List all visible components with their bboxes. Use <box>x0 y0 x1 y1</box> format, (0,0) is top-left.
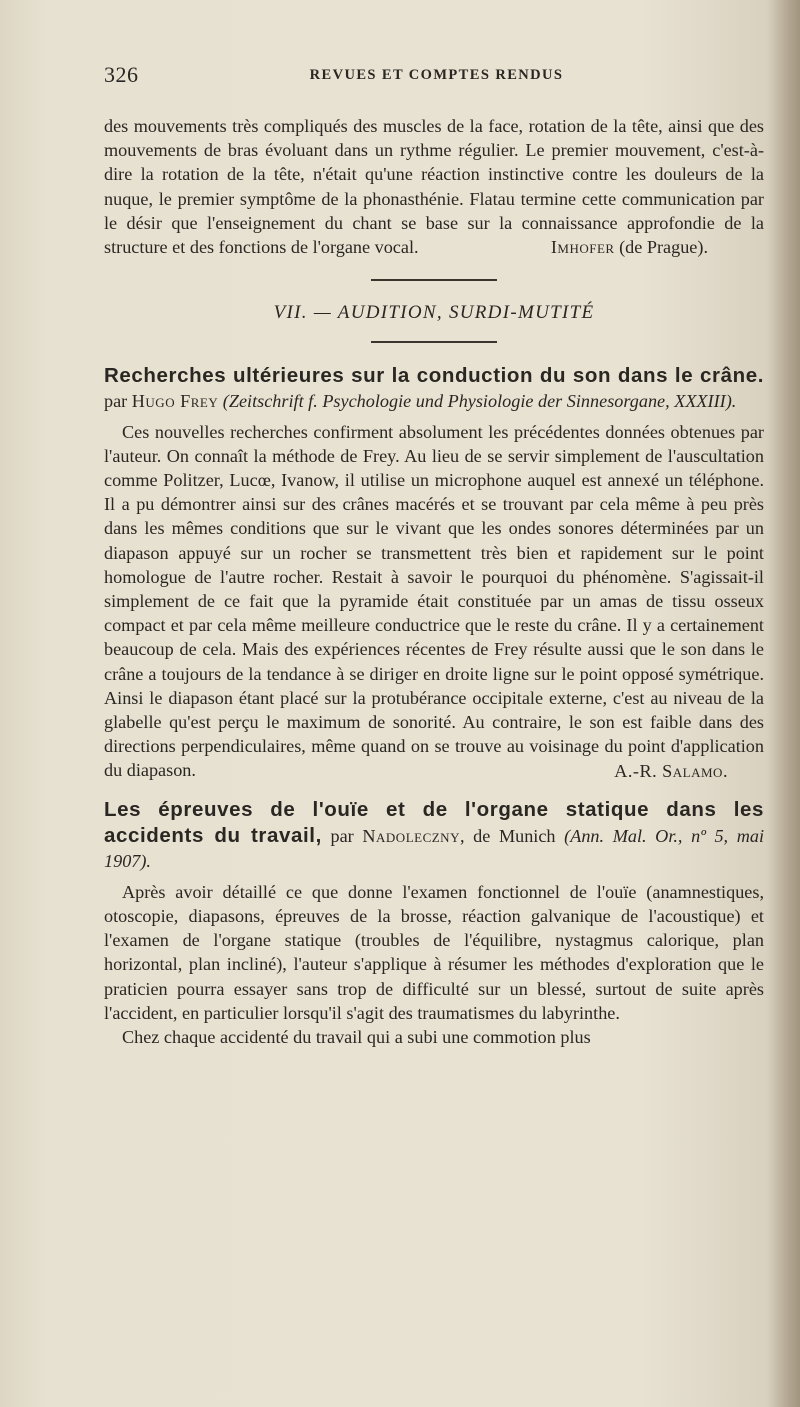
article-1-heading <box>104 363 764 414</box>
page-header <box>104 62 769 92</box>
article-2-title: Les épreuves de l'ouïe et de l'organe statique dans les accidents du travail, <box>104 797 764 847</box>
article-1-signature <box>104 759 728 783</box>
page-gutter-shadow <box>766 0 800 1407</box>
signature-place: (de Prague). <box>619 237 708 258</box>
article-1-author: Hugo Frey <box>131 390 219 411</box>
article-2-body: Après avoir détaillé ce que donne l'examen fonctionnel de l'ouïe (anamnestiques, otoscopie, diapasons, épreuves de la brosse, réaction galvanique de l'acoustique) et l'examen de l'organe statique (troubles de l'équilibre, nystagmus calorique, plan horizontal, plan incliné), l'auteur s'applique à résumer les méthodes d'exploration que le praticien pourra essayer sans trop de difficulté sur un blessé, surtout de suite après l'accident, en particulier lorsqu'il s'agit des traumatismes du labyrinthe. <box>104 881 764 1023</box>
article-2-heading <box>104 797 764 874</box>
page-content <box>104 114 764 1049</box>
article-1-body: Ces nouvelles recherches confirment absolument les précédentes données obtenues par l'auteur. On connaît la méthode de Frey. Au lieu de se servir simplement de l'auscultation comme Politzer, Lucœ, Ivanow, il utilise un microphone auquel est annexé un téléphone. Il a pu démontrer ainsi sur des crânes macérés et se trouvant par cela même à peu près dans les mêmes conditions que sur le vivant que les ondes sonores déterminées par un diapason appuyé sur un rocher se transmettent très bien et rapidement sur le point homologue de l'autre rocher. Restait à savoir le pourquoi du phénomène. S'agissait-il simplement de ce fait que la pyramide était constituée par un amas de tissu osseux compact et par cela même meilleure conductrice que le reste du crâne. Il y a certainement beaucoup de cela. Mais des expériences récentes de Frey résulte aussi que le son dans le crâne a toujours de la tendance à se diriger en droite ligne sur le point opposé symétrique. Ainsi le diapason étant placé sur la protubérance occipitale externe, c'est au niveau de la glabelle qu'est perçu le maximum de sonorité. Au contraire, le son est faible dans des directions perpendiculaires, même quand on se trouve au voisinage du point d'application du diapason. <box>104 421 764 781</box>
article-1-signature-name: A.-R. Salamo. <box>614 760 728 781</box>
article-1-source: (Zeitschrift f. Psychologie und Physiologie der Sinnesorgane, XXXIII). <box>222 390 737 411</box>
running-title: REVUES ET COMPTES RENDUS <box>309 67 564 83</box>
article-2-body-continued: Chez chaque accidenté du travail qui a subi une commotion plus <box>122 1027 591 1048</box>
article-2-source: (Ann. Mal. Or., nº 5, mai 1907). <box>104 825 765 871</box>
page-number: 326 <box>104 62 139 87</box>
signature-author: Imhofer <box>550 237 615 258</box>
continuation-paragraph: des mouvements très compliqués des muscles de la face, rotation de la tête, ainsi que des mouvements de bras évoluant dans un rythme régulier. Le premier mouvement, c'est-à-dire la rotation de la tête, n'était qu'une réaction instinctive contre les douleurs de la nuque, le premier symptôme de la phonasthénie. Flatau termine cette communication par le désir que l'enseignement du chant se base sur la connaissance approfondie de la structure et des fonctions de l'organe vocal. <box>104 116 764 258</box>
article-1-title: Recherches ultérieures sur la conduction du son dans le crâne. <box>104 363 764 387</box>
article-2-author: Nadoleczny <box>362 825 460 846</box>
article-1-by: par <box>104 390 128 411</box>
section-rule-bottom <box>371 341 497 343</box>
article-2-place: , de Munich <box>459 825 556 846</box>
section-heading: VII. — AUDITION, SURDI-MUTITÉ <box>273 301 595 323</box>
section-rule-top <box>371 279 497 281</box>
article-2-by: par <box>330 825 354 846</box>
